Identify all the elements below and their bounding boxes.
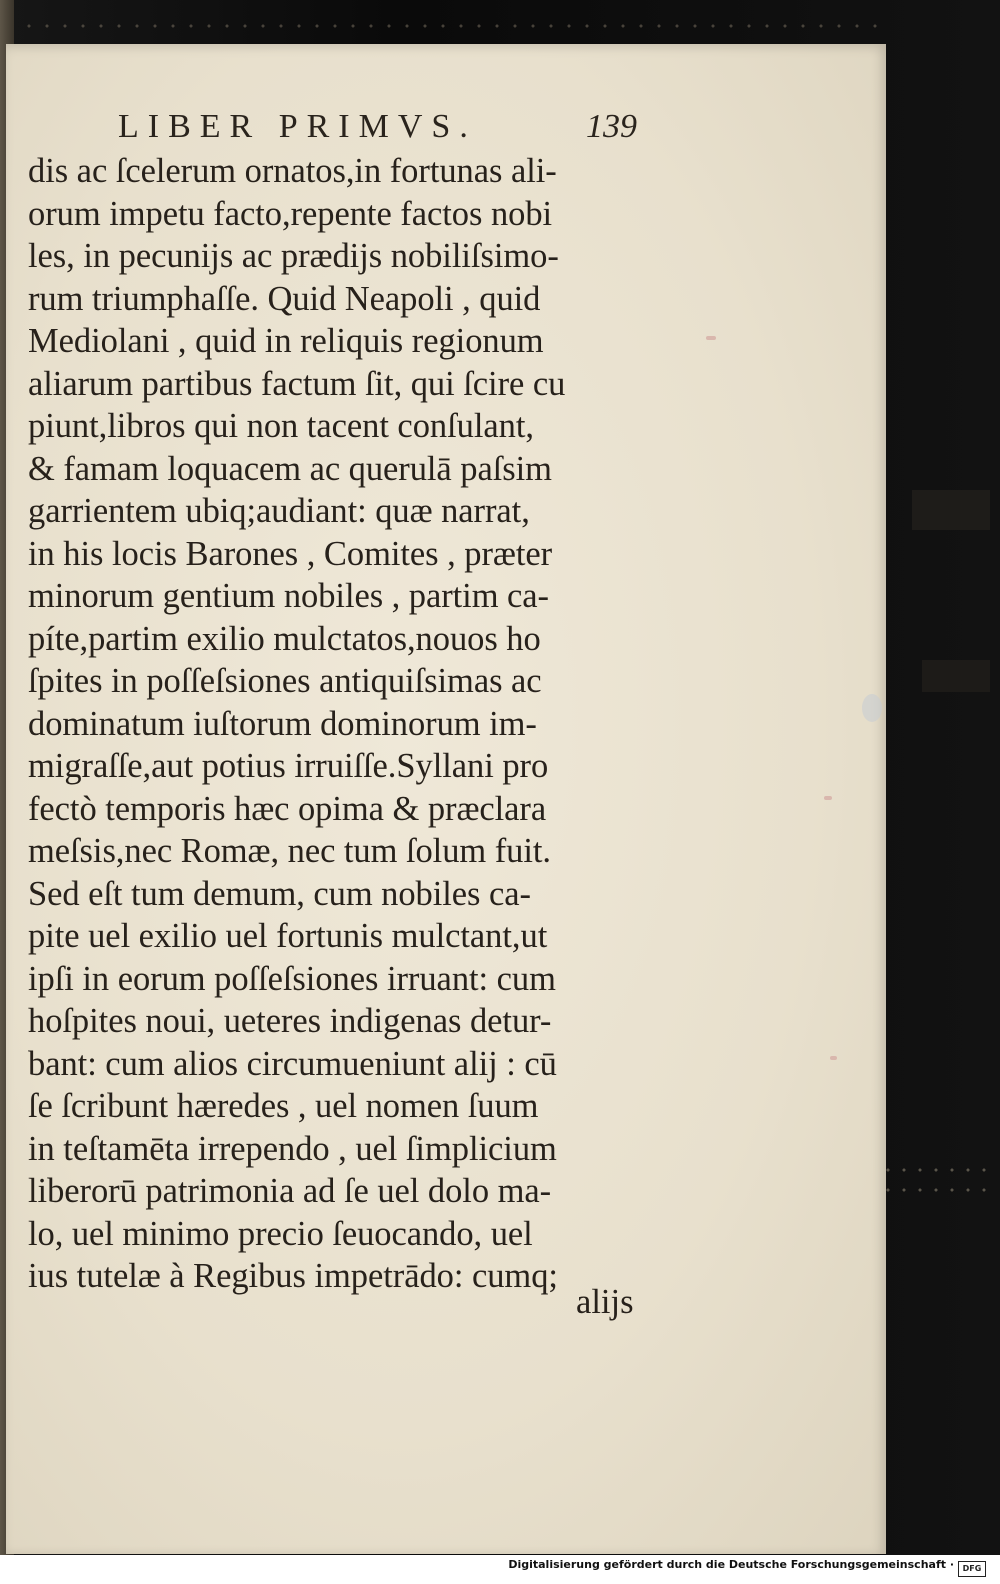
dfg-logo-icon: DFG [958, 1561, 986, 1577]
text-line: in teſtamēta irrependo , uel ſimplicium [28, 1129, 557, 1168]
text-line: hoſpites noui, ueteres indigenas detur- [28, 1002, 552, 1040]
text-line: ſe ſcribunt hæredes , uel nomen ſuum [28, 1087, 539, 1125]
text-line: rum triumphaſſe. Quid Neapoli , quid [28, 279, 541, 318]
text-line: dis ac ſcelerum ornatos,in fortunas ali- [28, 152, 557, 190]
background-smudge [912, 490, 990, 530]
text-line: meſsis,nec Romæ, nec tum ſolum fuit. [28, 832, 551, 870]
text-line: ipſi in eorum poſſeſsiones irruant: cum [28, 959, 556, 998]
text-line: Mediolani , quid in reliquis regionum [28, 322, 544, 360]
paper-speck [706, 336, 716, 340]
paper-hole [862, 694, 882, 722]
text-line: fectò temporis hæc opima & præclara [28, 789, 547, 828]
text-line: píte,partim exilio mulctatos,nouos ho [28, 619, 541, 658]
text-line: in his locis Barones , Comites , præter [28, 534, 553, 573]
text-line: liberorū patrimonia ad ſe uel dolo ma- [28, 1172, 552, 1210]
text-line: dominatum iuſtorum dominorum im- [28, 704, 537, 743]
text-line: minorum gentium nobiles , partim ca- [28, 577, 549, 615]
body-text [28, 150, 640, 1298]
text-line: les, in pecunijs ac prædijs nobiliſsimo- [28, 237, 559, 275]
funding-credit: Digitalisierung gefördert durch die Deutsche Forschungsgemeinschaft · [508, 1558, 954, 1571]
ruler-dots-top [20, 14, 880, 38]
page-header [0, 108, 1000, 148]
running-head: LIBER PRIMVS. [118, 108, 477, 145]
ruler-dots-right [880, 1160, 990, 1200]
text-line: & famam loquacem ac querulā paſsim [28, 449, 552, 488]
text-line: lo, uel minimo precio ſeuocando, uel [28, 1214, 533, 1253]
text-line: Sed eſt tum demum, cum nobiles ca- [28, 874, 531, 913]
text-line: aliarum partibus factum ſit, qui ſcire cu [28, 364, 566, 403]
text-line: migraſſe,aut potius irruiſſe.Syllani pro [28, 747, 549, 785]
text-line: pite uel exilio uel fortunis mulctant,ut [28, 917, 548, 955]
paper-speck [830, 1056, 837, 1060]
text-line: ius tutelæ à Regibus impetrādo: cumq; [28, 1257, 558, 1295]
text-line: bant: cum alios circumueniunt alij : cū [28, 1044, 557, 1083]
catchword: alijs [576, 1283, 634, 1321]
paper-speck [824, 796, 832, 800]
text-line: ſpites in poſſeſsiones antiquiſsimas ac [28, 662, 542, 700]
text-line: garrientem ubiq;audiant: quæ narrat, [28, 492, 530, 530]
page-number: 139 [586, 108, 637, 145]
text-line: orum impetu facto,repente factos nobi [28, 194, 553, 233]
text-line: piunt,libros qui non tacent conſulant, [28, 407, 534, 445]
background-smudge [922, 660, 990, 692]
